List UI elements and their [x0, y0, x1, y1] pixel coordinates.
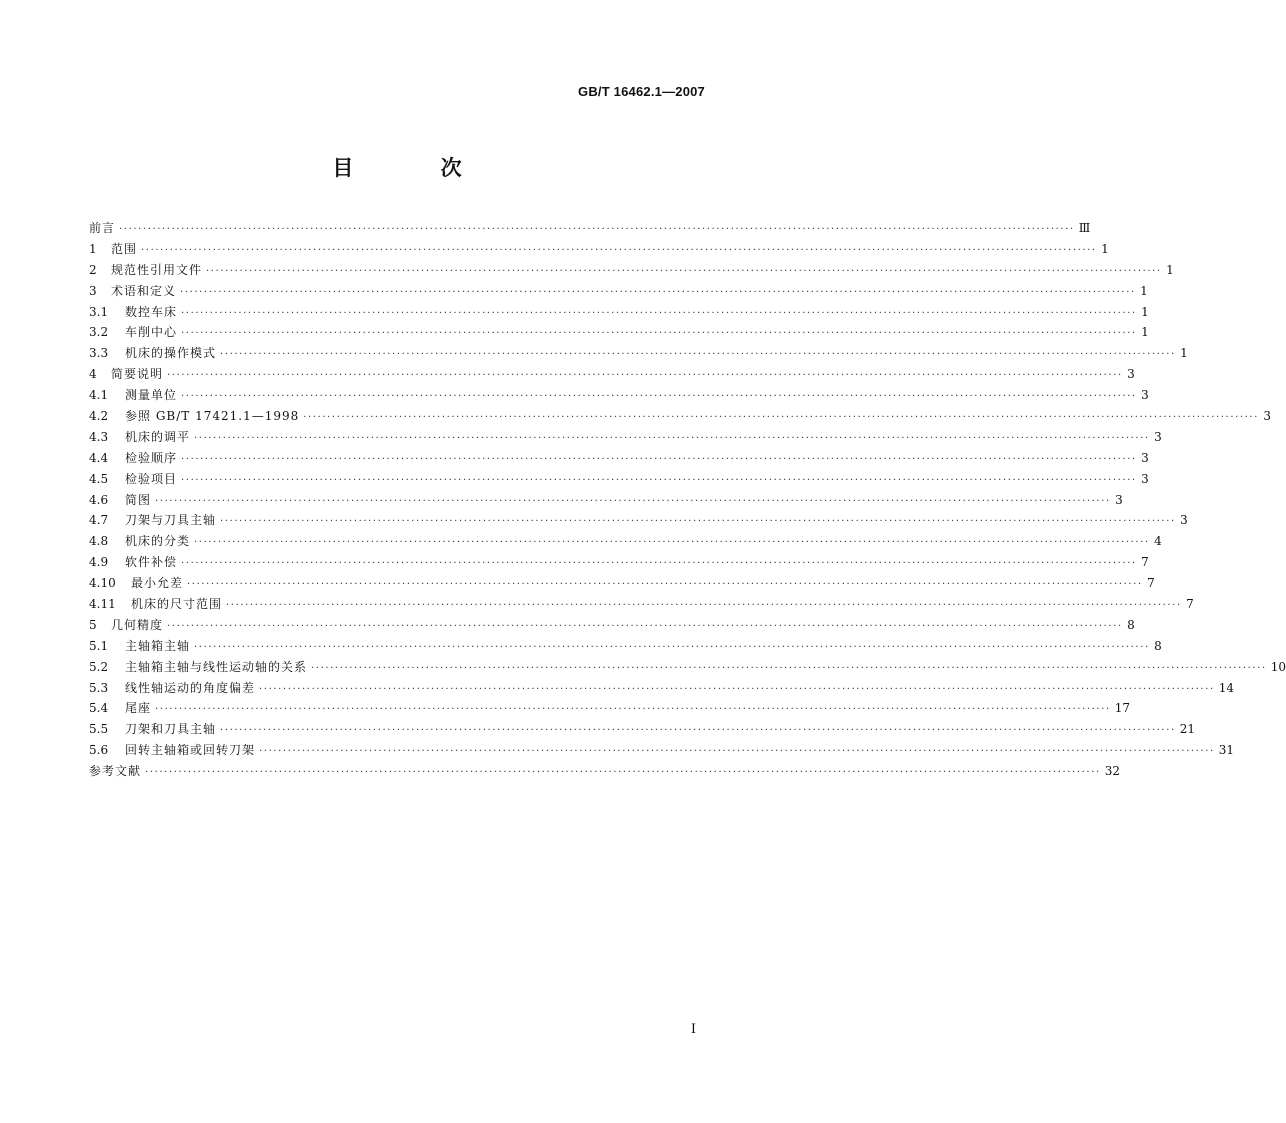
toc-entry-number: 4.5 [89, 471, 109, 486]
toc-entry-label: 主轴箱主轴与线性运动轴的关系 [125, 659, 308, 674]
toc-entry[interactable] [89, 385, 1149, 406]
toc-entry-page: 32 [1104, 764, 1121, 779]
toc-leader-dots: ········································································································································································································ [181, 453, 1137, 465]
toc-leader-dots: ········································································································································································································ [206, 265, 1162, 277]
toc-entry[interactable] [89, 615, 1135, 636]
toc-entry-number: 4.8 [89, 534, 109, 549]
toc-entry-page: 31 [1218, 743, 1235, 758]
toc-entry-number: 4.11 [89, 597, 116, 612]
table-of-contents [89, 218, 1286, 782]
toc-leader-dots: ········································································································································································································ [167, 620, 1123, 632]
toc-leader-dots: ········································································································································································································ [181, 307, 1137, 319]
toc-entry-number: 4.3 [89, 429, 109, 444]
toc-entry-label: 前言 [89, 221, 116, 235]
toc-leader-dots: ········································································································································································································ [259, 683, 1215, 695]
toc-entry[interactable] [89, 573, 1155, 594]
toc-entry[interactable] [89, 761, 1121, 782]
toc-leader-dots: ········································································································································································································ [167, 370, 1123, 382]
toc-leader-dots: ········································································································································································································ [119, 224, 1075, 235]
toc-entry-label: 刀架与刀具主轴 [125, 513, 217, 528]
toc-entry[interactable] [89, 678, 1235, 699]
toc-entry-page: 3 [1141, 450, 1149, 465]
toc-entry-number: 5.2 [89, 659, 109, 674]
toc-entry-page: 3 [1141, 471, 1149, 486]
toc-entry-label: 机床的调平 [125, 429, 191, 444]
toc-entry-label: 参照 GB/T 17421.1—1998 [125, 409, 300, 424]
toc-entry[interactable] [89, 302, 1149, 323]
toc-entry-number: 4.2 [89, 409, 109, 424]
toc-entry-number: 1 [89, 241, 97, 256]
toc-entry-label: 车削中心 [125, 325, 178, 340]
toc-entry[interactable] [89, 740, 1235, 761]
toc-leader-dots: ········································································································································································································ [155, 704, 1111, 716]
toc-entry[interactable] [89, 427, 1162, 448]
toc-entry-page: 17 [1114, 701, 1131, 716]
toc-entry-label: 检验顺序 [125, 450, 178, 465]
toc-entry-number: 5.1 [89, 638, 109, 653]
toc-entry-page: 7 [1147, 576, 1155, 591]
toc-entry-label: 机床的操作模式 [125, 346, 217, 361]
toc-entry-label: 简图 [125, 492, 152, 507]
toc-entry-page: 3 [1154, 429, 1162, 444]
toc-leader-dots: ········································································································································································································ [145, 767, 1101, 779]
toc-entry-label: 规范性引用文件 [111, 262, 203, 277]
page-title: 目 次 [332, 156, 502, 180]
toc-leader-dots: ········································································································································································································ [181, 558, 1137, 570]
toc-entry[interactable] [89, 719, 1196, 740]
toc-entry-page: 3 [1115, 492, 1123, 507]
toc-entry[interactable] [89, 469, 1149, 490]
toc-leader-dots: ········································································································································································································ [220, 725, 1176, 737]
toc-entry-label: 主轴箱主轴 [125, 638, 191, 653]
toc-entry-page: 21 [1179, 722, 1196, 737]
toc-entry-number: 3.1 [89, 304, 109, 319]
toc-entry-label: 最小允差 [131, 576, 184, 591]
toc-entry-number: 5.5 [89, 722, 109, 737]
toc-entry-label: 数控车床 [125, 304, 178, 319]
toc-entry-number: 4.10 [89, 576, 116, 591]
toc-entry-page: 10 [1270, 659, 1286, 674]
toc-entry-label: 参考文献 [89, 764, 142, 779]
toc-entry[interactable] [89, 698, 1131, 719]
toc-entry-page: 1 [1141, 304, 1149, 319]
toc-entry-number: 2 [89, 262, 97, 277]
toc-entry-number: 4.1 [89, 388, 109, 403]
toc-entry[interactable] [89, 281, 1148, 302]
toc-entry[interactable] [89, 594, 1194, 615]
toc-entry-number: 5.4 [89, 701, 109, 716]
toc-leader-dots: ········································································································································································································ [311, 662, 1267, 674]
toc-entry-label: 几何精度 [111, 617, 164, 632]
toc-entry-number: 5.3 [89, 680, 109, 695]
toc-entry-page: 8 [1127, 617, 1135, 632]
toc-entry-page: 1 [1140, 283, 1148, 298]
toc-leader-dots: ········································································································································································································ [155, 495, 1111, 507]
toc-entry-label: 术语和定义 [111, 283, 177, 298]
toc-leader-dots: ········································································································································································································ [181, 391, 1137, 403]
toc-entry-page: 7 [1141, 555, 1149, 570]
toc-entry-number: 3 [89, 283, 97, 298]
toc-leader-dots: ········································································································································································································ [180, 286, 1136, 298]
toc-entry-page: 1 [1141, 325, 1149, 340]
toc-entry-page: 1 [1101, 241, 1109, 256]
toc-entry-number: 4.9 [89, 555, 109, 570]
toc-leader-dots: ········································································································································································································ [259, 746, 1215, 758]
toc-entry-page: 14 [1218, 680, 1235, 695]
toc-entry-page: 1 [1166, 262, 1174, 277]
toc-entry-number: 5.6 [89, 743, 109, 758]
toc-entry-label: 刀架和刀具主轴 [125, 722, 217, 737]
toc-leader-dots: ········································································································································································································ [220, 516, 1176, 528]
toc-entry[interactable] [89, 531, 1162, 552]
toc-entry-page: 8 [1154, 638, 1162, 653]
toc-entry-number: 4 [89, 367, 97, 382]
toc-entry-label: 尾座 [125, 701, 152, 716]
toc-entry-page: 3 [1127, 367, 1135, 382]
toc-entry-number: 3.3 [89, 346, 109, 361]
toc-entry-number: 5 [89, 617, 97, 632]
toc-entry[interactable] [89, 552, 1149, 573]
toc-entry-number: 4.4 [89, 450, 109, 465]
toc-leader-dots: ········································································································································································································ [194, 537, 1150, 549]
toc-entry[interactable] [89, 364, 1135, 385]
toc-entry-label: 检验项目 [125, 471, 178, 486]
toc-entry-page: Ⅲ [1078, 221, 1091, 235]
toc-leader-dots: ········································································································································································································ [194, 432, 1150, 444]
toc-entry-label: 测量单位 [125, 388, 178, 403]
toc-entry-label: 机床的尺寸范围 [131, 597, 223, 612]
toc-entry[interactable] [89, 218, 1091, 239]
toc-entry[interactable] [89, 322, 1149, 343]
toc-entry-page: 3 [1263, 409, 1271, 424]
toc-leader-dots: ········································································································································································································ [303, 412, 1259, 424]
toc-leader-dots: ········································································································································································································ [141, 244, 1097, 256]
toc-entry-page: 3 [1180, 513, 1188, 528]
toc-entry[interactable] [89, 510, 1188, 531]
toc-entry-number: 3.2 [89, 325, 109, 340]
toc-entry-page: 3 [1141, 388, 1149, 403]
toc-entry-number: 4.7 [89, 513, 109, 528]
toc-entry[interactable] [89, 260, 1174, 281]
toc-entry-number: 4.6 [89, 492, 109, 507]
toc-leader-dots: ········································································································································································································ [220, 349, 1176, 361]
toc-entry-page: 1 [1180, 346, 1188, 361]
toc-leader-dots: ········································································································································································································ [226, 600, 1182, 612]
toc-entry[interactable] [89, 636, 1162, 657]
toc-leader-dots: ········································································································································································································ [181, 328, 1137, 340]
toc-leader-dots: ········································································································································································································ [181, 474, 1137, 486]
page-number: I [690, 1022, 696, 1037]
toc-entry-label: 软件补偿 [125, 555, 178, 570]
toc-entry[interactable] [89, 239, 1109, 260]
toc-entry-label: 机床的分类 [125, 534, 191, 549]
toc-entry-label: 回转主轴箱或回转刀架 [125, 743, 256, 758]
toc-entry[interactable] [89, 406, 1271, 427]
toc-entry-page: 7 [1186, 597, 1194, 612]
toc-entry[interactable] [89, 448, 1149, 469]
toc-leader-dots: ········································································································································································································ [187, 579, 1143, 591]
toc-entry[interactable] [89, 343, 1188, 364]
toc-entry[interactable] [89, 490, 1123, 511]
toc-entry-label: 线性轴运动的角度偏差 [125, 680, 256, 695]
toc-leader-dots: ········································································································································································································ [194, 641, 1150, 653]
toc-entry-label: 范围 [111, 241, 138, 256]
toc-entry-label: 简要说明 [111, 367, 164, 382]
toc-entry[interactable] [89, 657, 1286, 678]
standard-code: GB/T 16462.1—2007 [578, 84, 705, 99]
toc-entry-page: 4 [1154, 534, 1162, 549]
